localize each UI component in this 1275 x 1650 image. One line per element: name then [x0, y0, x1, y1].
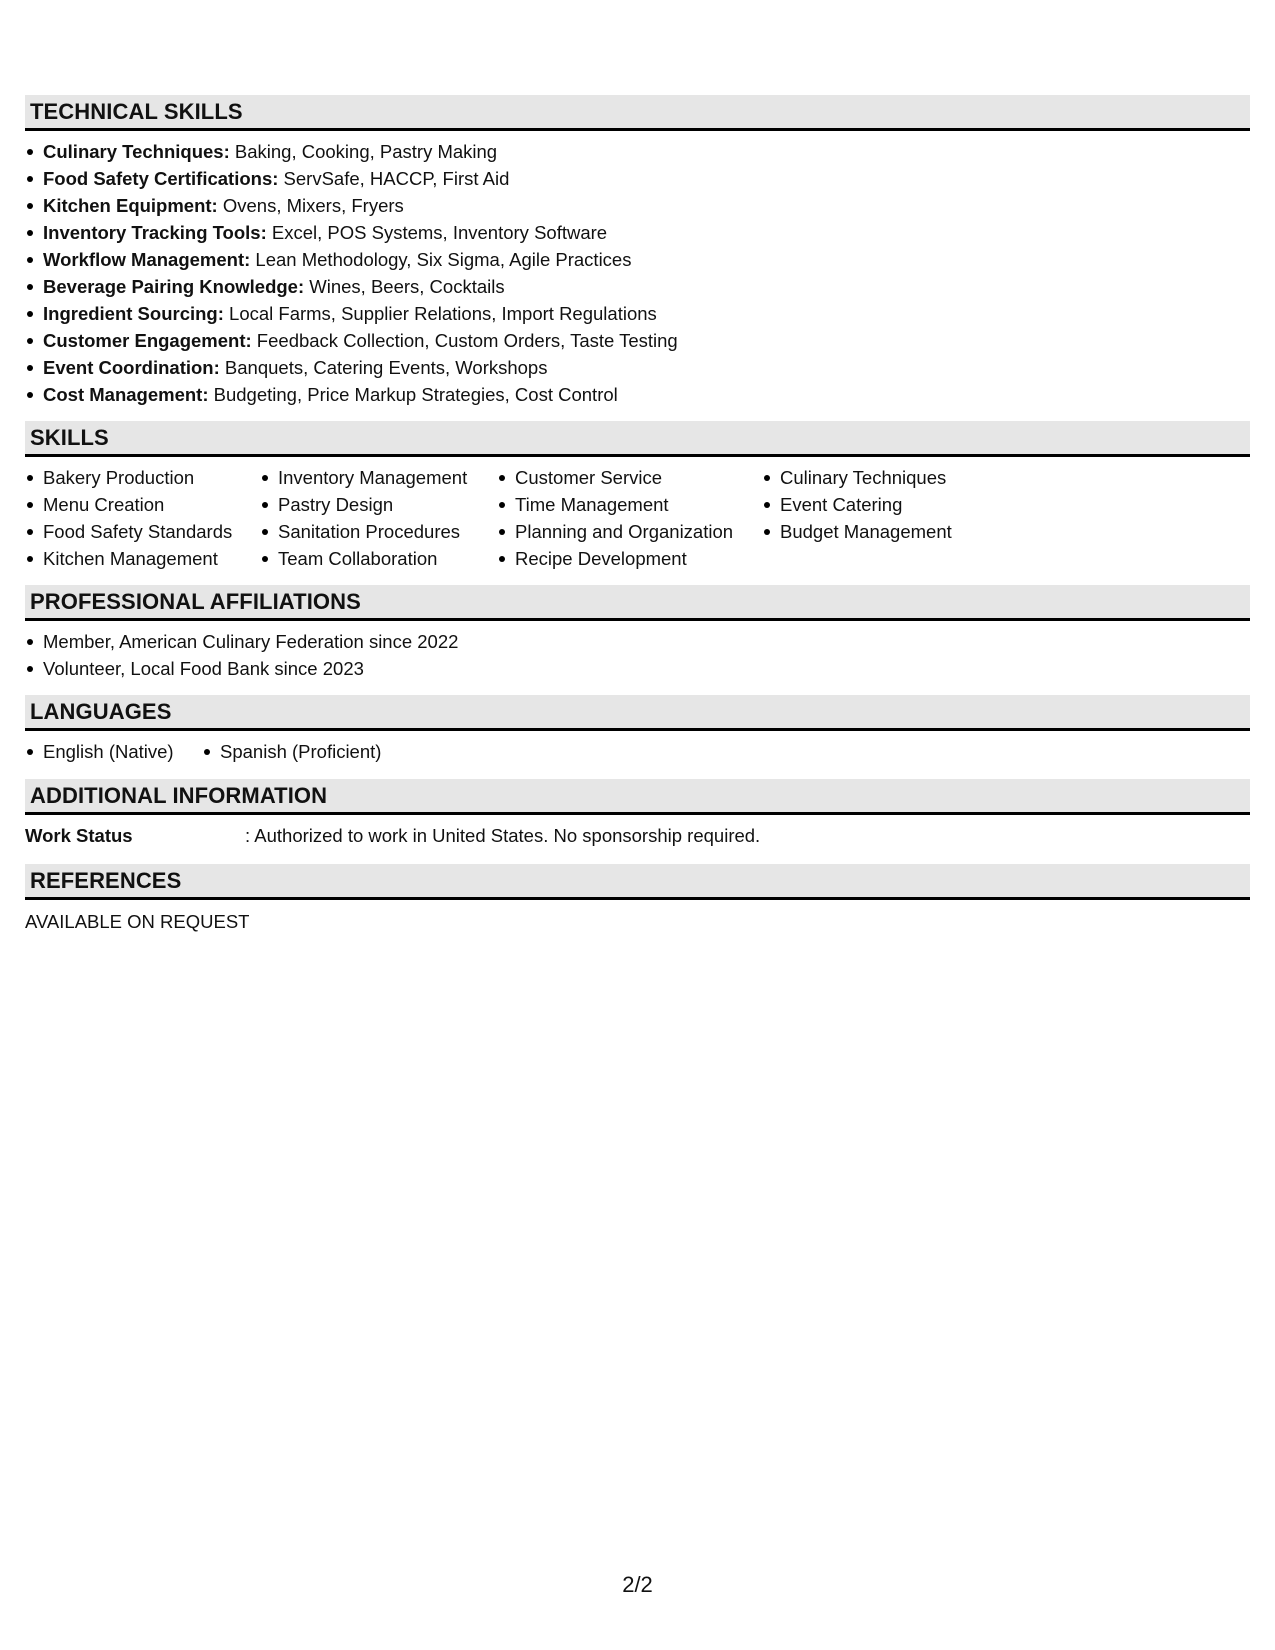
skills-column-4	[762, 464, 1012, 572]
skills-section	[25, 421, 1250, 585]
list-item	[25, 354, 1250, 381]
list-item: Time Management	[497, 491, 762, 518]
additional-info-section	[25, 779, 1250, 864]
list-item: Kitchen Management	[25, 545, 260, 572]
references-text: AVAILABLE ON REQUEST	[25, 911, 250, 932]
list-item: Team Collaboration	[260, 545, 497, 572]
skill-category-label: Inventory Tracking Tools:	[43, 222, 267, 243]
list-item: Inventory Management	[260, 464, 497, 491]
list-item: Volunteer, Local Food Bank since 2023	[25, 655, 1250, 682]
list-item: Recipe Development	[497, 545, 762, 572]
list-item: Culinary Techniques	[762, 464, 1012, 491]
list-item: Menu Creation	[25, 491, 260, 518]
list-item	[25, 192, 1250, 219]
section-header-references: REFERENCES	[25, 864, 1250, 900]
list-item: Budget Management	[762, 518, 1012, 545]
skill-category-value: ServSafe, HACCP, First Aid	[278, 168, 510, 189]
skill-category-value: Budgeting, Price Markup Strategies, Cost Control	[208, 384, 618, 405]
skill-category-label: Event Coordination:	[43, 357, 220, 378]
affiliations-section	[25, 585, 1250, 695]
page-number: 2/2	[622, 1572, 653, 1597]
skill-category-label: Cost Management:	[43, 384, 209, 405]
list-item: Sanitation Procedures	[260, 518, 497, 545]
skills-column-1	[25, 464, 260, 572]
section-header-technical-skills: TECHNICAL SKILLS	[25, 95, 1250, 131]
skill-category-label: Food Safety Certifications:	[43, 168, 279, 189]
work-status-value: : Authorized to work in United States. No sponsorship required.	[245, 825, 761, 846]
skill-category-value: Local Farms, Supplier Relations, Import Regulations	[223, 303, 657, 324]
list-item	[25, 138, 1250, 165]
skill-category-label: Beverage Pairing Knowledge:	[43, 276, 305, 297]
list-item: Food Safety Standards	[25, 518, 260, 545]
section-header-additional-info: ADDITIONAL INFORMATION	[25, 779, 1250, 815]
resume-page	[25, 95, 1250, 935]
list-item	[25, 300, 1250, 327]
skills-column-3	[497, 464, 762, 572]
skill-category-value: Ovens, Mixers, Fryers	[217, 195, 404, 216]
list-item	[25, 219, 1250, 246]
languages-column-2	[202, 738, 381, 765]
references-section	[25, 864, 1250, 935]
skill-category-value: Banquets, Catering Events, Workshops	[219, 357, 548, 378]
list-item: Spanish (Proficient)	[202, 738, 381, 765]
skill-category-label: Workflow Management:	[43, 249, 251, 270]
work-status-label: Work Status	[25, 825, 133, 846]
list-item	[25, 327, 1250, 354]
section-header-languages: LANGUAGES	[25, 695, 1250, 731]
list-item: Event Catering	[762, 491, 1012, 518]
skill-category-label: Culinary Techniques:	[43, 141, 230, 162]
list-item: Bakery Production	[25, 464, 260, 491]
list-item	[25, 165, 1250, 192]
list-item: Member, American Culinary Federation since 2022	[25, 628, 1250, 655]
technical-skills-section	[25, 95, 1250, 421]
skill-category-label: Customer Engagement:	[43, 330, 252, 351]
list-item: English (Native)	[25, 738, 202, 765]
list-item: Customer Service	[497, 464, 762, 491]
skill-category-value: Excel, POS Systems, Inventory Software	[266, 222, 608, 243]
list-item	[25, 246, 1250, 273]
skill-category-label: Ingredient Sourcing:	[43, 303, 224, 324]
languages-column-1	[25, 738, 202, 765]
list-item	[25, 273, 1250, 300]
skills-column-2	[260, 464, 497, 572]
skill-category-label: Kitchen Equipment:	[43, 195, 218, 216]
skill-category-value: Lean Methodology, Six Sigma, Agile Practices	[250, 249, 632, 270]
skill-category-value: Baking, Cooking, Pastry Making	[229, 141, 498, 162]
section-header-skills: SKILLS	[25, 421, 1250, 457]
technical-skills-list	[25, 138, 1250, 408]
skill-category-value: Wines, Beers, Cocktails	[304, 276, 505, 297]
skill-category-value: Feedback Collection, Custom Orders, Taste Testing	[251, 330, 678, 351]
list-item: Pastry Design	[260, 491, 497, 518]
list-item	[25, 381, 1250, 408]
list-item: Planning and Organization	[497, 518, 762, 545]
affiliations-list	[25, 628, 1250, 682]
section-header-affiliations: PROFESSIONAL AFFILIATIONS	[25, 585, 1250, 621]
languages-section	[25, 695, 1250, 779]
